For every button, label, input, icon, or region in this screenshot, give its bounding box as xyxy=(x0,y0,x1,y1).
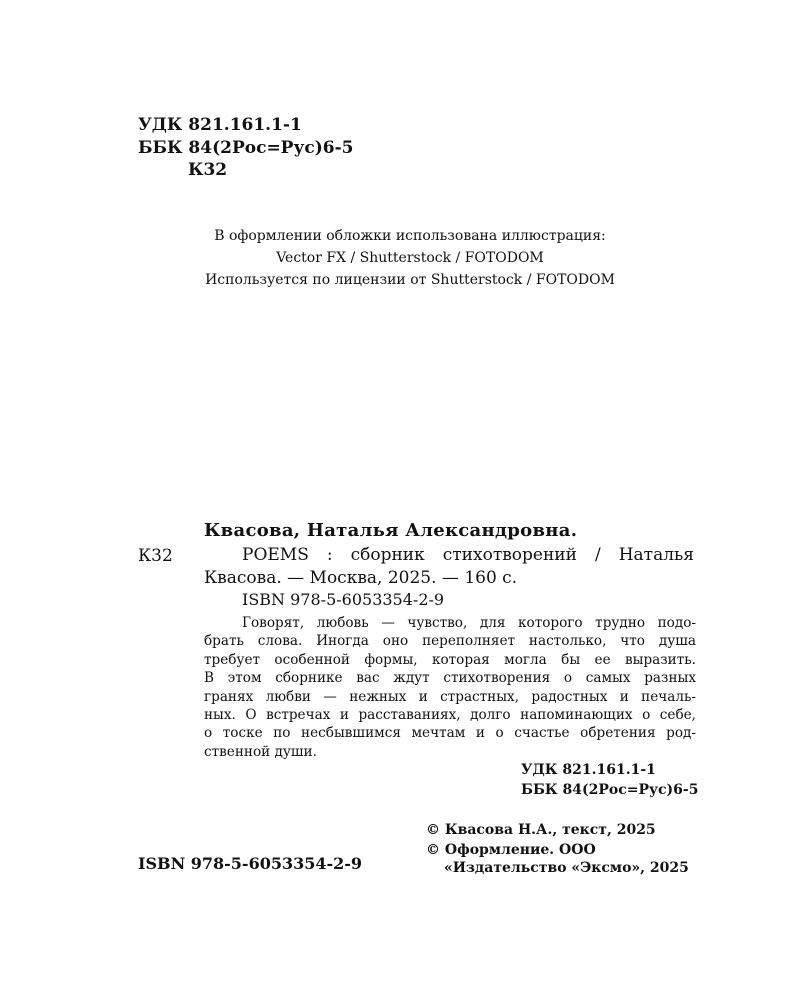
annotation-line: ных. О встречах и расставаниях, долго напоминающих о себе, xyxy=(204,707,696,724)
bbk-code: ББК 84(2Рос=Рус)6-5 xyxy=(138,138,354,158)
annotation-line: брать слова. Иногда оно переполняет настолько, что душа xyxy=(204,633,696,650)
catalog-bbk: ББК 84(2Рос=Рус)6-5 xyxy=(521,782,699,798)
credit-line: Используется по лицензии от Shutterstock / FOTODOM xyxy=(205,272,615,288)
author-mark: К32 xyxy=(188,160,228,180)
catalog-author-mark: К32 xyxy=(138,546,173,566)
catalog-author: Квасова, Наталья Александровна. xyxy=(204,520,578,541)
udk-code: УДК 821.161.1-1 xyxy=(138,115,302,135)
annotation-line: Говорят, любовь — чувство, для которого трудно подо- xyxy=(242,615,696,631)
catalog-udk: УДК 821.161.1-1 xyxy=(521,762,656,778)
catalog-title-line: POEMS : сборник стихотворений / Наталья xyxy=(242,545,694,565)
copyright-text: © Квасова Н.А., текст, 2025 xyxy=(426,822,656,838)
annotation-line: требует особенной формы, которая могла бы ее выразить. xyxy=(204,651,696,668)
annotation-line: гранях любви — нежных и страстных, радостных и печаль- xyxy=(204,688,696,705)
catalog-title xyxy=(204,544,694,590)
annotation-line: ственной души. xyxy=(204,743,317,760)
annotation-line: о тоске по несбывшимся мечтам и о счастье обретения род- xyxy=(204,725,696,742)
credit-line: Vector FX / Shutterstock / FOTODOM xyxy=(276,250,544,266)
annotation-line: В этом сборнике вас ждут стихотворения о самых разных xyxy=(204,670,696,687)
annotation xyxy=(204,614,696,761)
cover-credits xyxy=(130,225,690,291)
catalog-isbn: ISBN 978-5-6053354-2-9 xyxy=(242,590,445,609)
credit-line: В оформлении обложки использована иллюстрация: xyxy=(214,228,606,244)
catalog-title-line: Квасова. — Москва, 2025. — 160 с. xyxy=(204,568,518,588)
copyright-publisher: «Издательство «Эксмо», 2025 xyxy=(444,860,689,876)
copyright-design: © Оформление. ООО xyxy=(426,842,596,858)
footer-isbn: ISBN 978-5-6053354-2-9 xyxy=(138,854,363,873)
